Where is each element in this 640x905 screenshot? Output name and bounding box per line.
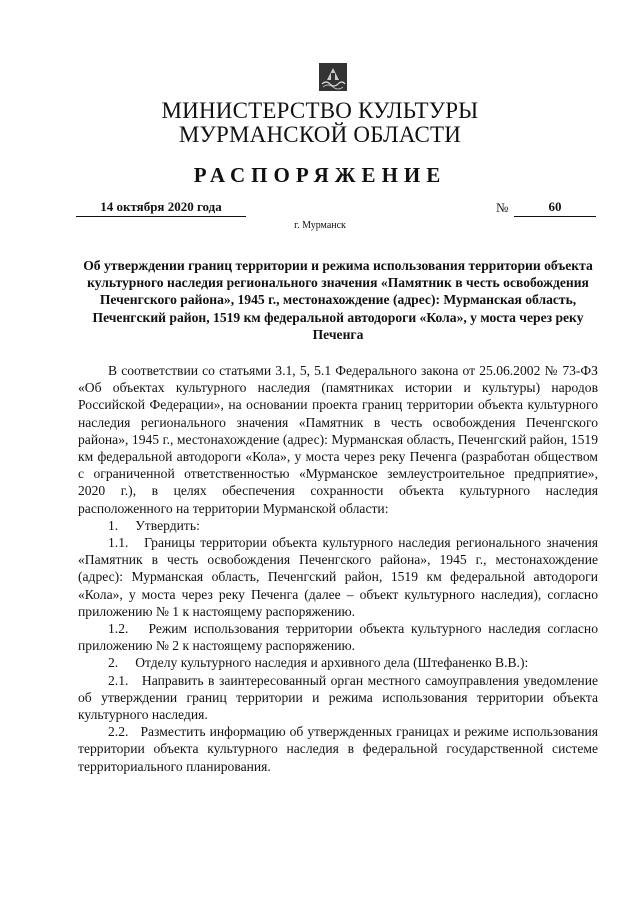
document-type: РАСПОРЯЖЕНИЕ (193, 163, 447, 187)
item-1-1: 1.1. Границы территории объекта культурного наследия регионального значения «Памятник в честь освобождения Печенгского района», 1945 г., местонахождение (адрес): Мурманская область, Печенгский район, 1519 км федеральной автодороги «Кола», у моста через реку Печенга (далее – объект культурного наследия), согласно приложению № 1 к настоящему распоряжению. (78, 535, 598, 619)
ministry-name-line2: МУРМАНСКОЙ ОБЛАСТИ (178, 122, 462, 147)
document-body (78, 362, 598, 775)
preamble-paragraph: В соответствии со статьями 3.1, 5, 5.1 Федерального закона от 25.06.2002 № 73-ФЗ «Об объектах культурного наследия (памятниках истории и культуры) народов Российской Федерации», на основании проекта границ территории объекта культурного наследия регионального значения «Памятник в честь освобождения Печенгского района», 1945 г., местонахождение (адрес): Мурманская область, Печенгский район, 1519 км федеральной автодороги «Кола», у моста через реку Печенга (разработан обществом с ограниченной ответственностью «Мурманское землеустроительное предприятие», 2020 г.), в целях обеспечения сохранности объекта культурного наследия расположенного на территории Мурманской области: (78, 363, 598, 516)
item-1: 1. Утвердить: (108, 517, 200, 533)
item-2-1: 2.1. Направить в заинтересованный орган местного самоуправления уведомление об утверждении границ территории и режима использования территории объекта культурного наследия. (78, 672, 598, 723)
document-number-label: № (496, 200, 509, 215)
ministry-name-line1: МИНИСТЕРСТВО КУЛЬТУРЫ (161, 98, 479, 123)
document-title: Об утверждении границ территории и режима использования территории объекта культурного наследия регионального значения «Памятник в честь освобождения Печенгского района», 1945 г., местонахождение (адрес): Мурманская область, Печенгский район, 1519 км федеральной автодороги «Кола», у моста через реку Печенга (83, 258, 593, 342)
document-number: 60 (514, 199, 596, 217)
document-date: 14 октября 2020 года (76, 199, 246, 217)
coat-of-arms-icon (318, 62, 348, 92)
item-1-2: 1.2. Режим использования территории объекта культурного наследия согласно приложению № 2 к настоящему распоряжению. (78, 621, 598, 654)
item-2-2: 2.2. Разместить информацию об утвержденных границах и режиме использования территории объекта культурного наследия в федеральной государственной системе территориального планирования. (78, 724, 598, 774)
item-2: 2. Отделу культурного наследия и архивного дела (Штефаненко В.В.): (108, 655, 529, 671)
document-city: г. Мурманск (294, 220, 346, 231)
